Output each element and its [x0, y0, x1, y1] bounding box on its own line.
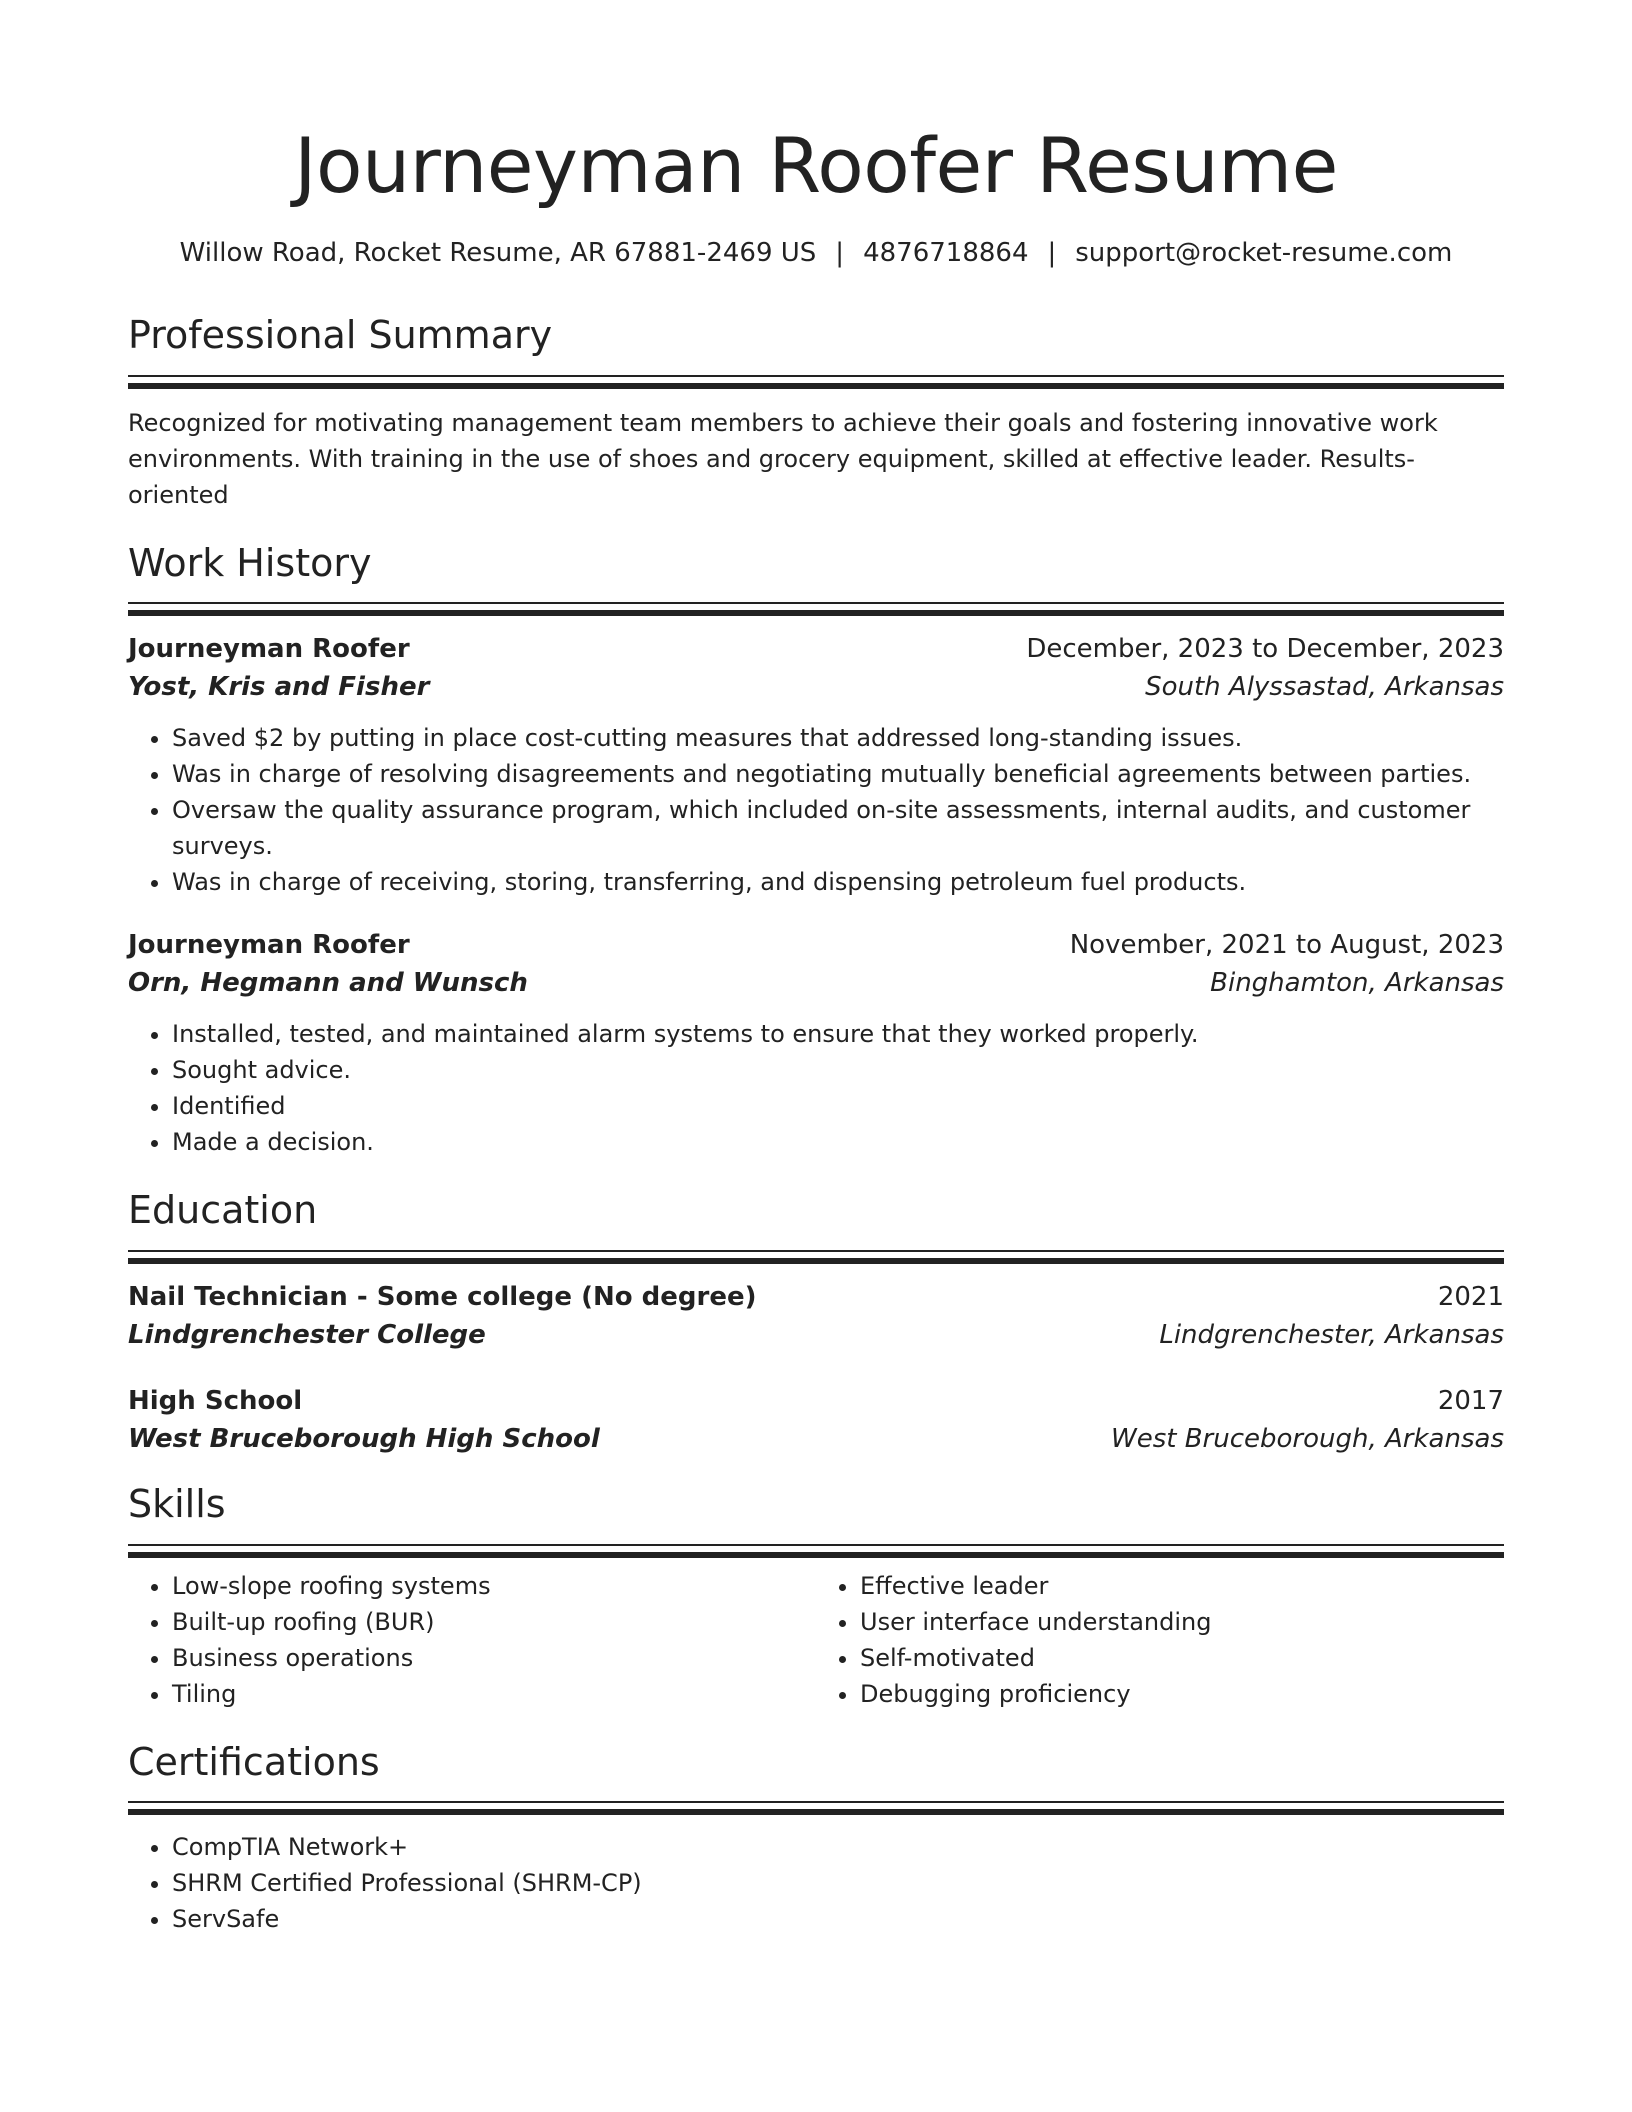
section-heading-education: Education [128, 1188, 318, 1233]
section-heading-work-history: Work History [128, 540, 372, 585]
education-school: Lindgrenchester College [128, 1319, 486, 1350]
list-item: • Saved $2 by putting in place cost-cutting measures that addressed long-standing issues. [172, 720, 1504, 756]
certifications-list [128, 1829, 1504, 1937]
education-location: Lindgrenchester, Arkansas [1159, 1319, 1504, 1350]
job-entry [128, 926, 1504, 1160]
certifications-section [128, 1740, 1504, 1938]
education-school: West Bruceborough High School [128, 1423, 600, 1454]
job-company: Yost, Kris and Fisher [128, 672, 430, 703]
job-bullet-list [128, 720, 1504, 900]
education-entry [128, 1278, 1504, 1354]
list-item: • Low-slope roofing systems [172, 1568, 816, 1604]
job-bullet-list [128, 1016, 1504, 1160]
education-degree: Nail Technician - Some college (No degree) [128, 1281, 757, 1312]
education-entry [128, 1382, 1504, 1458]
list-item: • Debugging proficiency [860, 1676, 1504, 1712]
job-dates: December, 2023 to December, 2023 [1026, 634, 1504, 665]
contact-address: Willow Road, Rocket Resume, AR 67881-2469 US [179, 238, 817, 268]
list-item: • Oversaw the quality assurance program, which included on-site assessments, internal audits, and customer surveys. [172, 792, 1504, 864]
list-item: • Was in charge of resolving disagreements and negotiating mutually beneficial agreements between parties. [172, 756, 1504, 792]
job-entry [128, 630, 1504, 900]
education-year: 2021 [1437, 1281, 1504, 1312]
page-title: Journeyman Roofer Resume [294, 121, 1338, 210]
work-history-section [128, 541, 1504, 1161]
summary-text: Recognized for motivating management team members to achieve their goals and fostering innovative work environments. With training in the use of shoes and grocery equipment, skilled at effective leader. Results-oriented [128, 408, 1438, 509]
list-item: • SHRM Certified Professional (SHRM-CP) [172, 1865, 1504, 1901]
section-divider [128, 1544, 1504, 1558]
list-item: • Effective leader [860, 1568, 1504, 1604]
section-divider [128, 375, 1504, 389]
summary-section [128, 313, 1504, 513]
skills-section [128, 1482, 1504, 1712]
list-item: • ServSafe [172, 1901, 1504, 1937]
job-location: South Alyssastad, Arkansas [1145, 672, 1504, 703]
list-item: • Built-up roofing (BUR) [172, 1604, 816, 1640]
education-section [128, 1188, 1504, 1458]
section-divider [128, 602, 1504, 616]
contact-email: support@rocket-resume.com [1075, 238, 1453, 268]
list-item: • Was in charge of receiving, storing, transferring, and dispensing petroleum fuel products. [172, 864, 1504, 900]
job-title: Journeyman Roofer [128, 930, 410, 961]
contact-line [128, 238, 1504, 269]
list-item: • Self-motivated [860, 1640, 1504, 1676]
job-location: Binghamton, Arkansas [1210, 968, 1504, 999]
contact-phone: 4876718864 [863, 238, 1029, 268]
section-divider [128, 1801, 1504, 1815]
education-location: West Bruceborough, Arkansas [1111, 1423, 1504, 1454]
list-item: • Business operations [172, 1640, 816, 1676]
education-degree: High School [128, 1385, 303, 1416]
section-heading-skills: Skills [128, 1481, 226, 1526]
section-divider [128, 1250, 1504, 1264]
list-item: • Sought advice. [172, 1052, 1504, 1088]
list-item: • CompTIA Network+ [172, 1829, 1504, 1865]
list-item: • Identified [172, 1088, 1504, 1124]
skills-list-right [816, 1568, 1504, 1712]
job-company: Orn, Hegmann and Wunsch [128, 968, 528, 999]
job-title: Journeyman Roofer [128, 634, 410, 665]
contact-separator: | [835, 238, 845, 268]
skills-grid [128, 1558, 1504, 1712]
job-dates: November, 2021 to August, 2023 [1069, 930, 1504, 961]
list-item: • User interface understanding [860, 1604, 1504, 1640]
skills-list-left [128, 1568, 816, 1712]
education-year: 2017 [1437, 1385, 1504, 1416]
section-heading-summary: Professional Summary [128, 313, 553, 358]
section-heading-certifications: Certifications [128, 1739, 380, 1784]
list-item: • Installed, tested, and maintained alarm systems to ensure that they worked properly. [172, 1016, 1504, 1052]
list-item: • Tiling [172, 1676, 816, 1712]
contact-separator: | [1047, 238, 1057, 268]
list-item: • Made a decision. [172, 1124, 1504, 1160]
